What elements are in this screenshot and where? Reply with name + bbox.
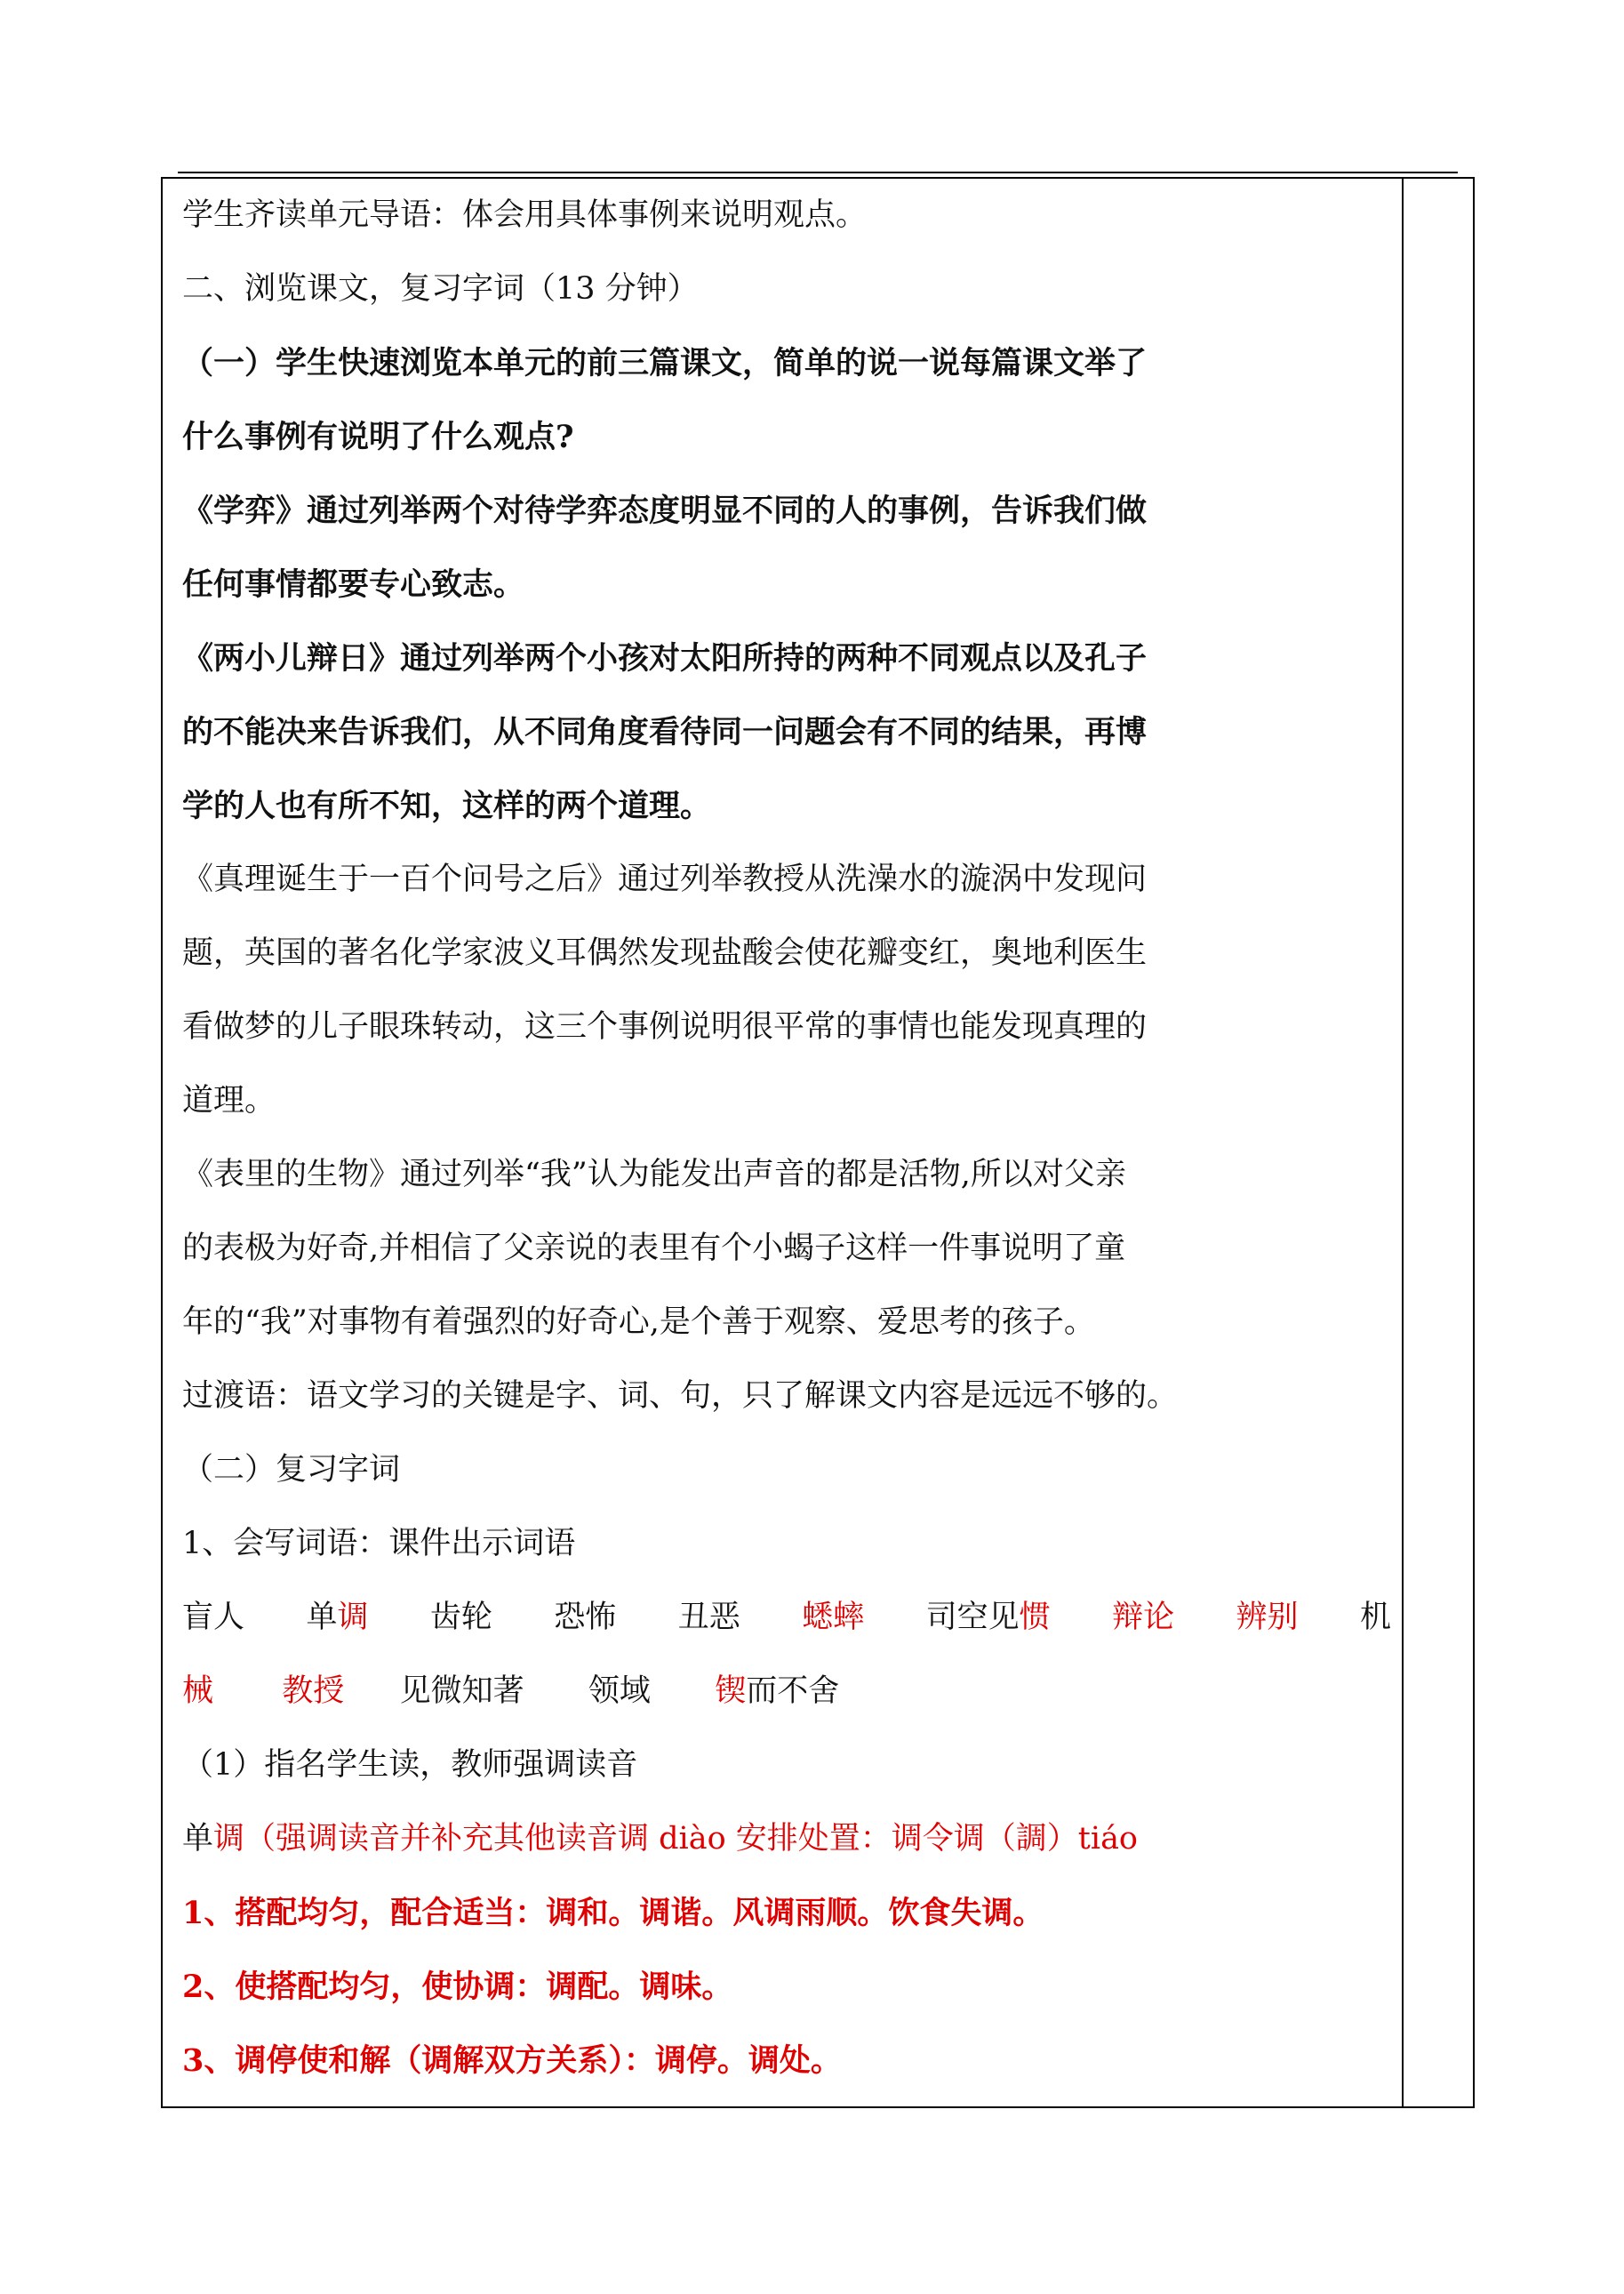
meaning-line: 2、使搭配均匀，使协调：调配。调味。 [182, 1969, 733, 2005]
word: 单调 [306, 1600, 369, 1635]
text-line: 看做梦的儿子眼珠转动，这三个事例说明很平常的事情也能发现真理的 [182, 1009, 1148, 1045]
text-line: （一）学生快速浏览本单元的前三篇课文，简单的说一说每篇课文举了 [182, 345, 1148, 381]
text-line: 题，英国的著名化学家波义耳偶然发现盐酸会使花瓣变红，奥地利医生 [182, 935, 1148, 971]
column-divider [1402, 179, 1404, 2106]
word: 见微知著 [399, 1673, 524, 1709]
meaning-line: 1、搭配均匀，配合适当：调和。调谐。风调雨顺。饮食失调。 [182, 1895, 1044, 1931]
text-line: （1）指名学生读，教师强调读音 [182, 1747, 638, 1783]
text-line: 的表极为好奇,并相信了父亲说的表里有个小蝎子这样一件事说明了童 [182, 1231, 1126, 1266]
text-line: 《表里的生物》通过列举“我”认为能发出声音的都是活物,所以对父亲 [182, 1157, 1126, 1192]
word: 司空见惯 [925, 1600, 1051, 1635]
pronunciation-line: 单调（强调读音并补充其他读音调 diào 安排处置：调令调（調）tiáo [182, 1821, 1139, 1857]
text-line: 年的“我”对事物有着强烈的好奇心,是个善于观察、爱思考的孩子。 [182, 1304, 1095, 1340]
lesson-content [182, 179, 1391, 2097]
text-line: 《真理诞生于一百个问号之后》通过列举教授从洗澡水的漩涡中发现问 [182, 862, 1148, 897]
text-line: 《两小儿辩日》通过列举两个小孩对太阳所持的两种不同观点以及孔子 [182, 640, 1148, 677]
text-line: 学的人也有所不知，这样的两个道理。 [182, 788, 712, 824]
word: 辨别 [1236, 1600, 1299, 1635]
word: 齿轮 [429, 1600, 492, 1635]
word: 械 [182, 1673, 214, 1709]
meaning-line: 3、调停使和解（调解双方关系）：调停。调处。 [182, 2042, 842, 2079]
lesson-table [161, 177, 1475, 2108]
word-list-row-1 [182, 1581, 1391, 1655]
text-line: 1、会写词语：课件出示词语 [182, 1526, 576, 1561]
subsection-heading: （二）复习字词 [182, 1452, 401, 1488]
word-list-row-2 [182, 1655, 1391, 1729]
word: 机 [1359, 1600, 1391, 1635]
word: 领域 [588, 1673, 651, 1709]
text-line: 道理。 [182, 1083, 276, 1119]
text-line: 任何事情都要专心致志。 [182, 566, 525, 603]
word: 教授 [282, 1673, 345, 1709]
word: 蟋蟀 [802, 1600, 865, 1635]
word: 恐怖 [554, 1600, 617, 1635]
word: 锲而不舍 [715, 1673, 840, 1709]
text-line: 的不能决来告诉我们，从不同角度看待同一问题会有不同的结果，再博 [182, 714, 1148, 750]
text-line: 什么事例有说明了什么观点? [182, 419, 574, 455]
text-line: 学生齐读单元导语：体会用具体事例来说明观点。 [182, 197, 868, 233]
section-heading: 二、浏览课文，复习字词（13 分钟） [182, 271, 699, 307]
word: 丑恶 [677, 1600, 740, 1635]
text-line: 《学弈》通过列举两个对待学弈态度明显不同的人的事例，告诉我们做 [182, 493, 1148, 529]
word: 盲人 [182, 1600, 245, 1635]
word: 辩论 [1112, 1600, 1175, 1635]
header-rule [178, 172, 1458, 173]
text-line: 过渡语：语文学习的关键是字、词、句，只了解课文内容是远远不够的。 [182, 1378, 1179, 1414]
